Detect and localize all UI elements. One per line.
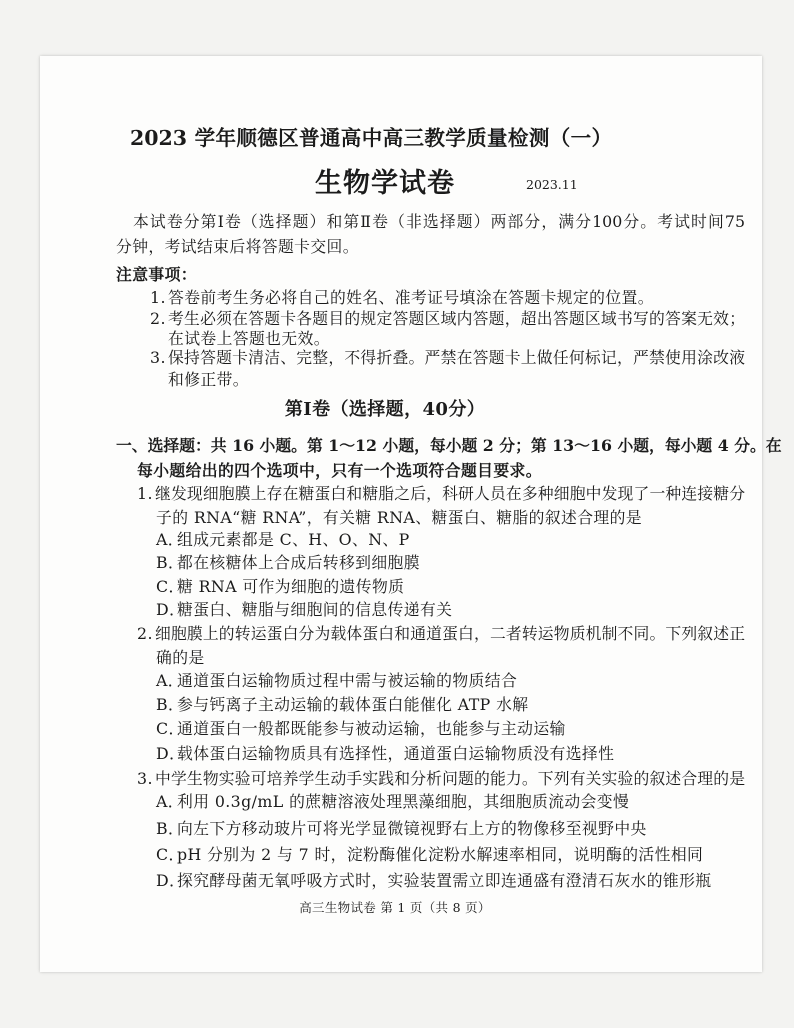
section-instruction: 每小题给出的四个选项中，只有一个选项符合题目要求。 [137,461,542,480]
notice-item-text: 考生必须在答题卡各题目的规定答题区域内答题，超出答题区域书写的答案无效； [168,309,745,328]
option-text: pH 分别为 2 与 7 时，淀粉酶催化淀粉水解速率相同，说明酶的活性相同 [177,845,704,864]
question-stem: 继发现细胞膜上存在糖蛋白和糖脂之后，科研人员在多种细胞中发现了一种连接糖分 [155,484,745,503]
exam-title: 2023 学年顺德区普通高中高三教学质量检测（一） [130,126,612,150]
option-label: A． [156,792,185,811]
question-stem: 子的 RNA“糖 RNA”，有关糖 RNA、糖蛋白、糖脂的叙述合理的是 [156,508,643,527]
option-label: A． [156,671,185,690]
option-label: C． [156,845,185,864]
option-text: 载体蛋白运输物质具有选择性，通道蛋白运输物质没有选择性 [177,744,615,763]
notice-item-text: 和修正带。 [168,370,249,389]
option-1d [156,600,452,620]
subject-title: 生物学试卷 [315,168,455,199]
option-3d [156,871,712,891]
option-label: D． [156,871,186,890]
question-stem: 细胞膜上的转运蛋白分为载体蛋白和通道蛋白，二者转运物质机制不同。下列叙述正 [155,624,745,643]
option-2a [156,671,517,691]
exam-date: 2023.11 [526,177,578,192]
intro-line: 分钟，考试结束后将答题卡交回。 [116,237,359,256]
notice-item-text: 保持答题卡清洁、完整，不得折叠。严禁在答题卡上做任何标记，严禁使用涂改液 [168,348,745,367]
notice-heading: 注意事项： [116,265,197,284]
option-text: 糖 RNA 可作为细胞的遗传物质 [177,577,405,596]
option-3a [156,792,629,812]
option-2d [156,744,614,764]
option-text: 参与钙离子主动运输的载体蛋白能催化 ATP 水解 [177,695,529,714]
option-text: 利用 0.3g/mL 的蔗糖溶液处理黑藻细胞，其细胞质流动会变慢 [177,792,630,811]
option-text: 通道蛋白运输物质过程中需与被运输的物质结合 [177,671,518,690]
question-number: 3. [137,769,153,788]
question-stem: 确的是 [156,648,205,667]
section-instruction: 一、选择题：共 16 小题。第 1～12 小题，每小题 2 分；第 13～16 小题，每小题 4 分。在 [116,436,782,455]
option-2b [156,695,529,715]
option-text: 向左下方移动玻片可将光学显微镜视野右上方的物像移至视野中央 [177,819,647,838]
option-2c [156,719,566,739]
option-label: B． [156,819,185,838]
option-text: 探究酵母菌无氧呼吸方式时，实验装置需立即连通盛有澄清石灰水的锥形瓶 [177,871,712,890]
option-label: D． [156,744,186,763]
notice-item-text: 答卷前考生务必将自己的姓名、准考证号填涂在答题卡规定的位置。 [168,288,654,307]
option-1b [156,553,420,573]
option-label: A． [156,530,185,549]
intro-line: 本试卷分第Ⅰ卷（选择题）和第Ⅱ卷（非选择题）两部分，满分100分。考试时间75 [133,212,745,231]
part-heading: 第Ⅰ卷（选择题，40分） [284,399,486,420]
option-label: B． [156,553,185,572]
question-number: 2. [137,624,153,643]
option-text: 组成元素都是 C、H、O、N、P [177,530,410,549]
question-stem: 中学生物实验可培养学生动手实践和分析问题的能力。下列有关实验的叙述合理的是 [155,769,745,788]
question-number: 1. [137,484,153,503]
option-label: B． [156,695,185,714]
option-label: D． [156,600,186,619]
option-text: 糖蛋白、糖脂与细胞间的信息传递有关 [177,600,453,619]
option-1c [156,577,404,597]
option-3b [156,819,647,839]
notice-item-number: 1. [150,288,166,307]
option-1a [156,530,410,550]
option-text: 都在核糖体上合成后转移到细胞膜 [177,553,420,572]
option-label: C． [156,719,185,738]
option-3c [156,845,703,865]
option-label: C． [156,577,185,596]
page-footer: 高三生物试卷 第 1 页（共 8 页） [299,900,491,915]
notice-item-number: 2. [150,309,166,328]
option-text: 通道蛋白一般都既能参与被动运输，也能参与主动运输 [177,719,566,738]
notice-item-text: 在试卷上答题也无效。 [168,329,330,348]
notice-item-number: 3. [150,348,166,367]
